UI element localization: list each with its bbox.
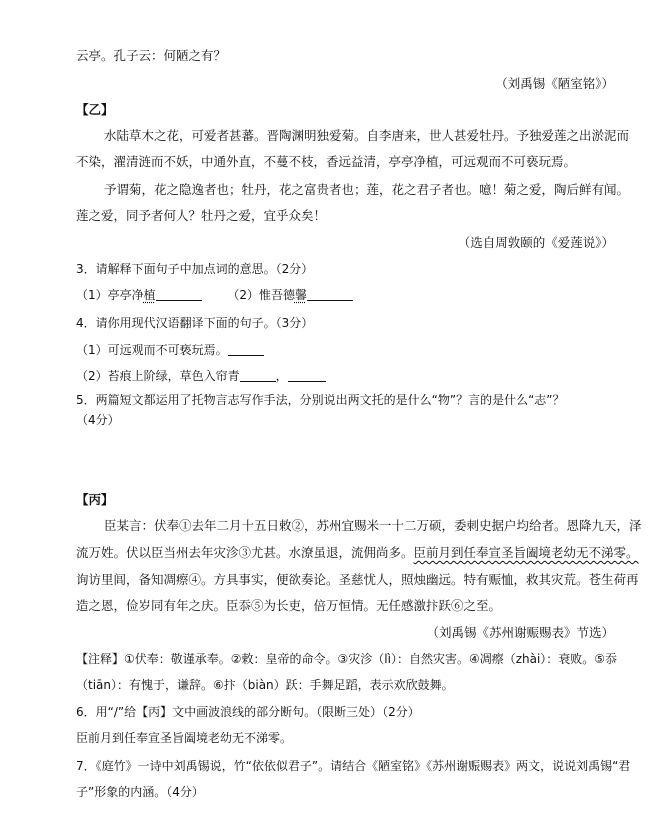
question-7-stem-line1: 7．《庭竹》一诗中刘禹锡说，竹“依依似君子”。请结合《陋室铭》《苏州谢赈赐表》两文，说说刘禹锡“君 bbox=[76, 759, 631, 773]
question-7-stem-line2: 子”形象的内涵。（4分） bbox=[76, 785, 204, 799]
passage-bing-line4: 造之恩，俭岁同有年之庆。臣忝⑤为长吏，倍万恒情。无任感激抃跃⑥之至。 bbox=[76, 598, 502, 613]
question-3-item1-dotted-word: 植 bbox=[143, 288, 156, 302]
passage-yi-p1-line1: 水陆草木之花，可爱者甚蕃。晋陶渊明独爱菊。自李唐来，世人甚爱牡丹。予独爱莲之出淤泥而 bbox=[104, 128, 630, 143]
question-3-stem: 3．请解释下面句子中加点词的意思。（2分） bbox=[76, 262, 314, 276]
passage-bing-line3: 询访里闾，备知凋瘵④。方具事实，便欲奏论。圣慈忧人，照烛幽远。特有赈恤，救其灾荒。苍生荷再 bbox=[76, 572, 639, 587]
passage-yi-source: （选自周敦颐的《爱莲说》） bbox=[457, 235, 614, 250]
question-3-items bbox=[76, 285, 353, 305]
question-6-sentence: 臣前月到任奉宣圣旨阖境老幼无不涕零。 bbox=[76, 731, 293, 745]
question-5-stem-line2: （4分） bbox=[76, 413, 120, 427]
passage-yi-label: 【乙】 bbox=[76, 102, 114, 117]
question-4-stem: 4．请你用现代汉语翻译下面的句子。（3分） bbox=[76, 316, 314, 330]
passage-bing-wavy-sentence: 臣前月到任奉宣圣旨阖境老幼无不涕零。 bbox=[413, 545, 639, 560]
question-4-item2-answer-blank-b[interactable] bbox=[288, 367, 326, 382]
passage-bing-line2 bbox=[76, 543, 639, 563]
passage-bing-source: （刘禹锡《苏州谢赈赐表》节选） bbox=[426, 625, 614, 640]
question-3-item1-prefix: （1）亭亭净 bbox=[76, 288, 144, 302]
question-3-item2-prefix: （2）惟吾德 bbox=[227, 288, 295, 302]
passage-yi-p2-line2: 莲之爱，同予者何人？牡丹之爱，宜乎众矣！ bbox=[76, 208, 327, 223]
passage-yi-p2-line1: 予谓菊，花之隐逸者也；牡丹，花之富贵者也；莲，花之君子者也。噫！菊之爱，陶后鲜有闻。 bbox=[104, 182, 630, 197]
passage-jia-source: （刘禹锡《陋室铭》） bbox=[495, 76, 614, 91]
passage-bing-line1: 臣某言：伏奉①去年二月十五日敕②，苏州宜赐米一十二万硕，委刺史据户均给者。恩降九天，泽 bbox=[104, 518, 642, 533]
question-4-item1 bbox=[76, 340, 264, 360]
question-4-item2-answer-blank-a[interactable] bbox=[240, 367, 276, 382]
question-4-item2-comma: ， bbox=[275, 369, 288, 383]
question-4-item2-text: （2）苔痕上阶绿，草色入帘青 bbox=[76, 369, 240, 383]
passage-bing-label: 【丙】 bbox=[76, 492, 114, 507]
question-4-item2 bbox=[76, 366, 326, 386]
passage-jia-last-line: 云亭。孔子云：何陋之有？ bbox=[76, 48, 227, 63]
question-5-stem-line1: 5．两篇短文都运用了托物言志写作手法，分别说出两文托的是什么“物”？言的是什么“志”？ bbox=[76, 393, 565, 407]
passage-bing-line2-text: 流万姓。伏以臣当州去年灾沴③尤甚。水潦虽退，流佣尚多。 bbox=[76, 545, 414, 560]
question-3-item1-answer-blank[interactable] bbox=[156, 286, 202, 301]
passage-yi-p1-line2: 不染，濯清涟而不妖，中通外直，不蔓不枝，香远益清，亭亭净植，可远观而不可亵玩焉。 bbox=[76, 154, 577, 169]
question-4-item1-text: （1）可远观而不可亵玩焉。 bbox=[76, 343, 228, 357]
question-3-item2-dotted-word: 馨 bbox=[294, 288, 307, 302]
question-3-item2-answer-blank[interactable] bbox=[307, 286, 353, 301]
question-6-stem: 6．用“/”给【丙】文中画波浪线的部分断句。（限断三处）（2分） bbox=[76, 705, 420, 719]
notes-line2: （tiān）：有愧于，谦辞。⑥抃（biàn）跃：手舞足蹈，表示欢欣鼓舞。 bbox=[76, 678, 454, 692]
question-4-item1-answer-blank[interactable] bbox=[228, 341, 264, 356]
notes-line1: 【注释】①伏奉：敬谨承奉。②敕：皇帝的命令。③灾沴（lì）：自然灾害。④凋瘵（zhài）：衰败。⑤忝 bbox=[76, 652, 618, 666]
